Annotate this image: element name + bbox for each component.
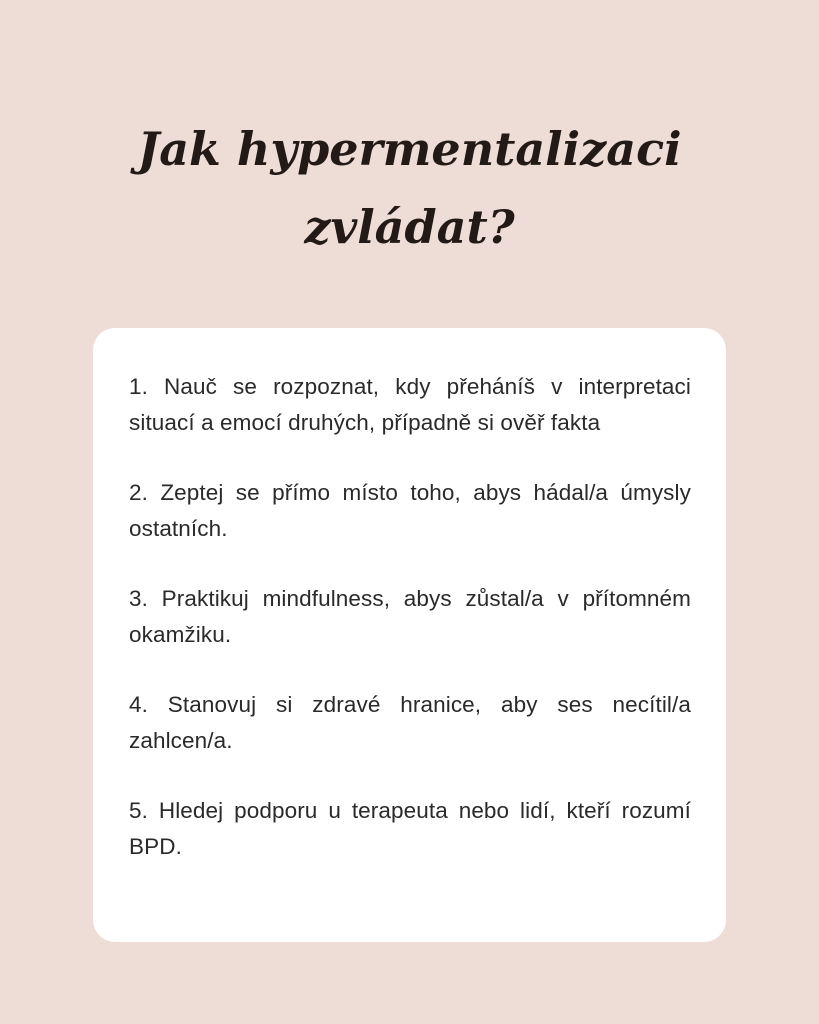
tip-item-1: 1. Nauč se rozpoznat, kdy přeháníš v interpretaci situací a emocí druhých, případně si ověř fakta bbox=[129, 374, 691, 435]
tip-item-2: 2. Zeptej se přímo místo toho, abys hádal/a úmysly ostatních. bbox=[129, 480, 691, 541]
tip-item-5: 5. Hledej podporu u terapeuta nebo lidí, kteří rozumí BPD. bbox=[129, 798, 691, 859]
tips-card bbox=[93, 328, 726, 942]
tips-list bbox=[129, 369, 691, 865]
tip-item-4: 4. Stanovuj si zdravé hranice, aby ses necítil/a zahlcen/a. bbox=[129, 692, 691, 753]
page-title-line-2: zvládat? bbox=[304, 200, 515, 254]
tip-item-3: 3. Praktikuj mindfulness, abys zůstal/a v přítomném okamžiku. bbox=[129, 586, 691, 647]
page-title bbox=[0, 110, 819, 266]
page-title-line-1: Jak hypermentalizaci bbox=[137, 122, 682, 176]
